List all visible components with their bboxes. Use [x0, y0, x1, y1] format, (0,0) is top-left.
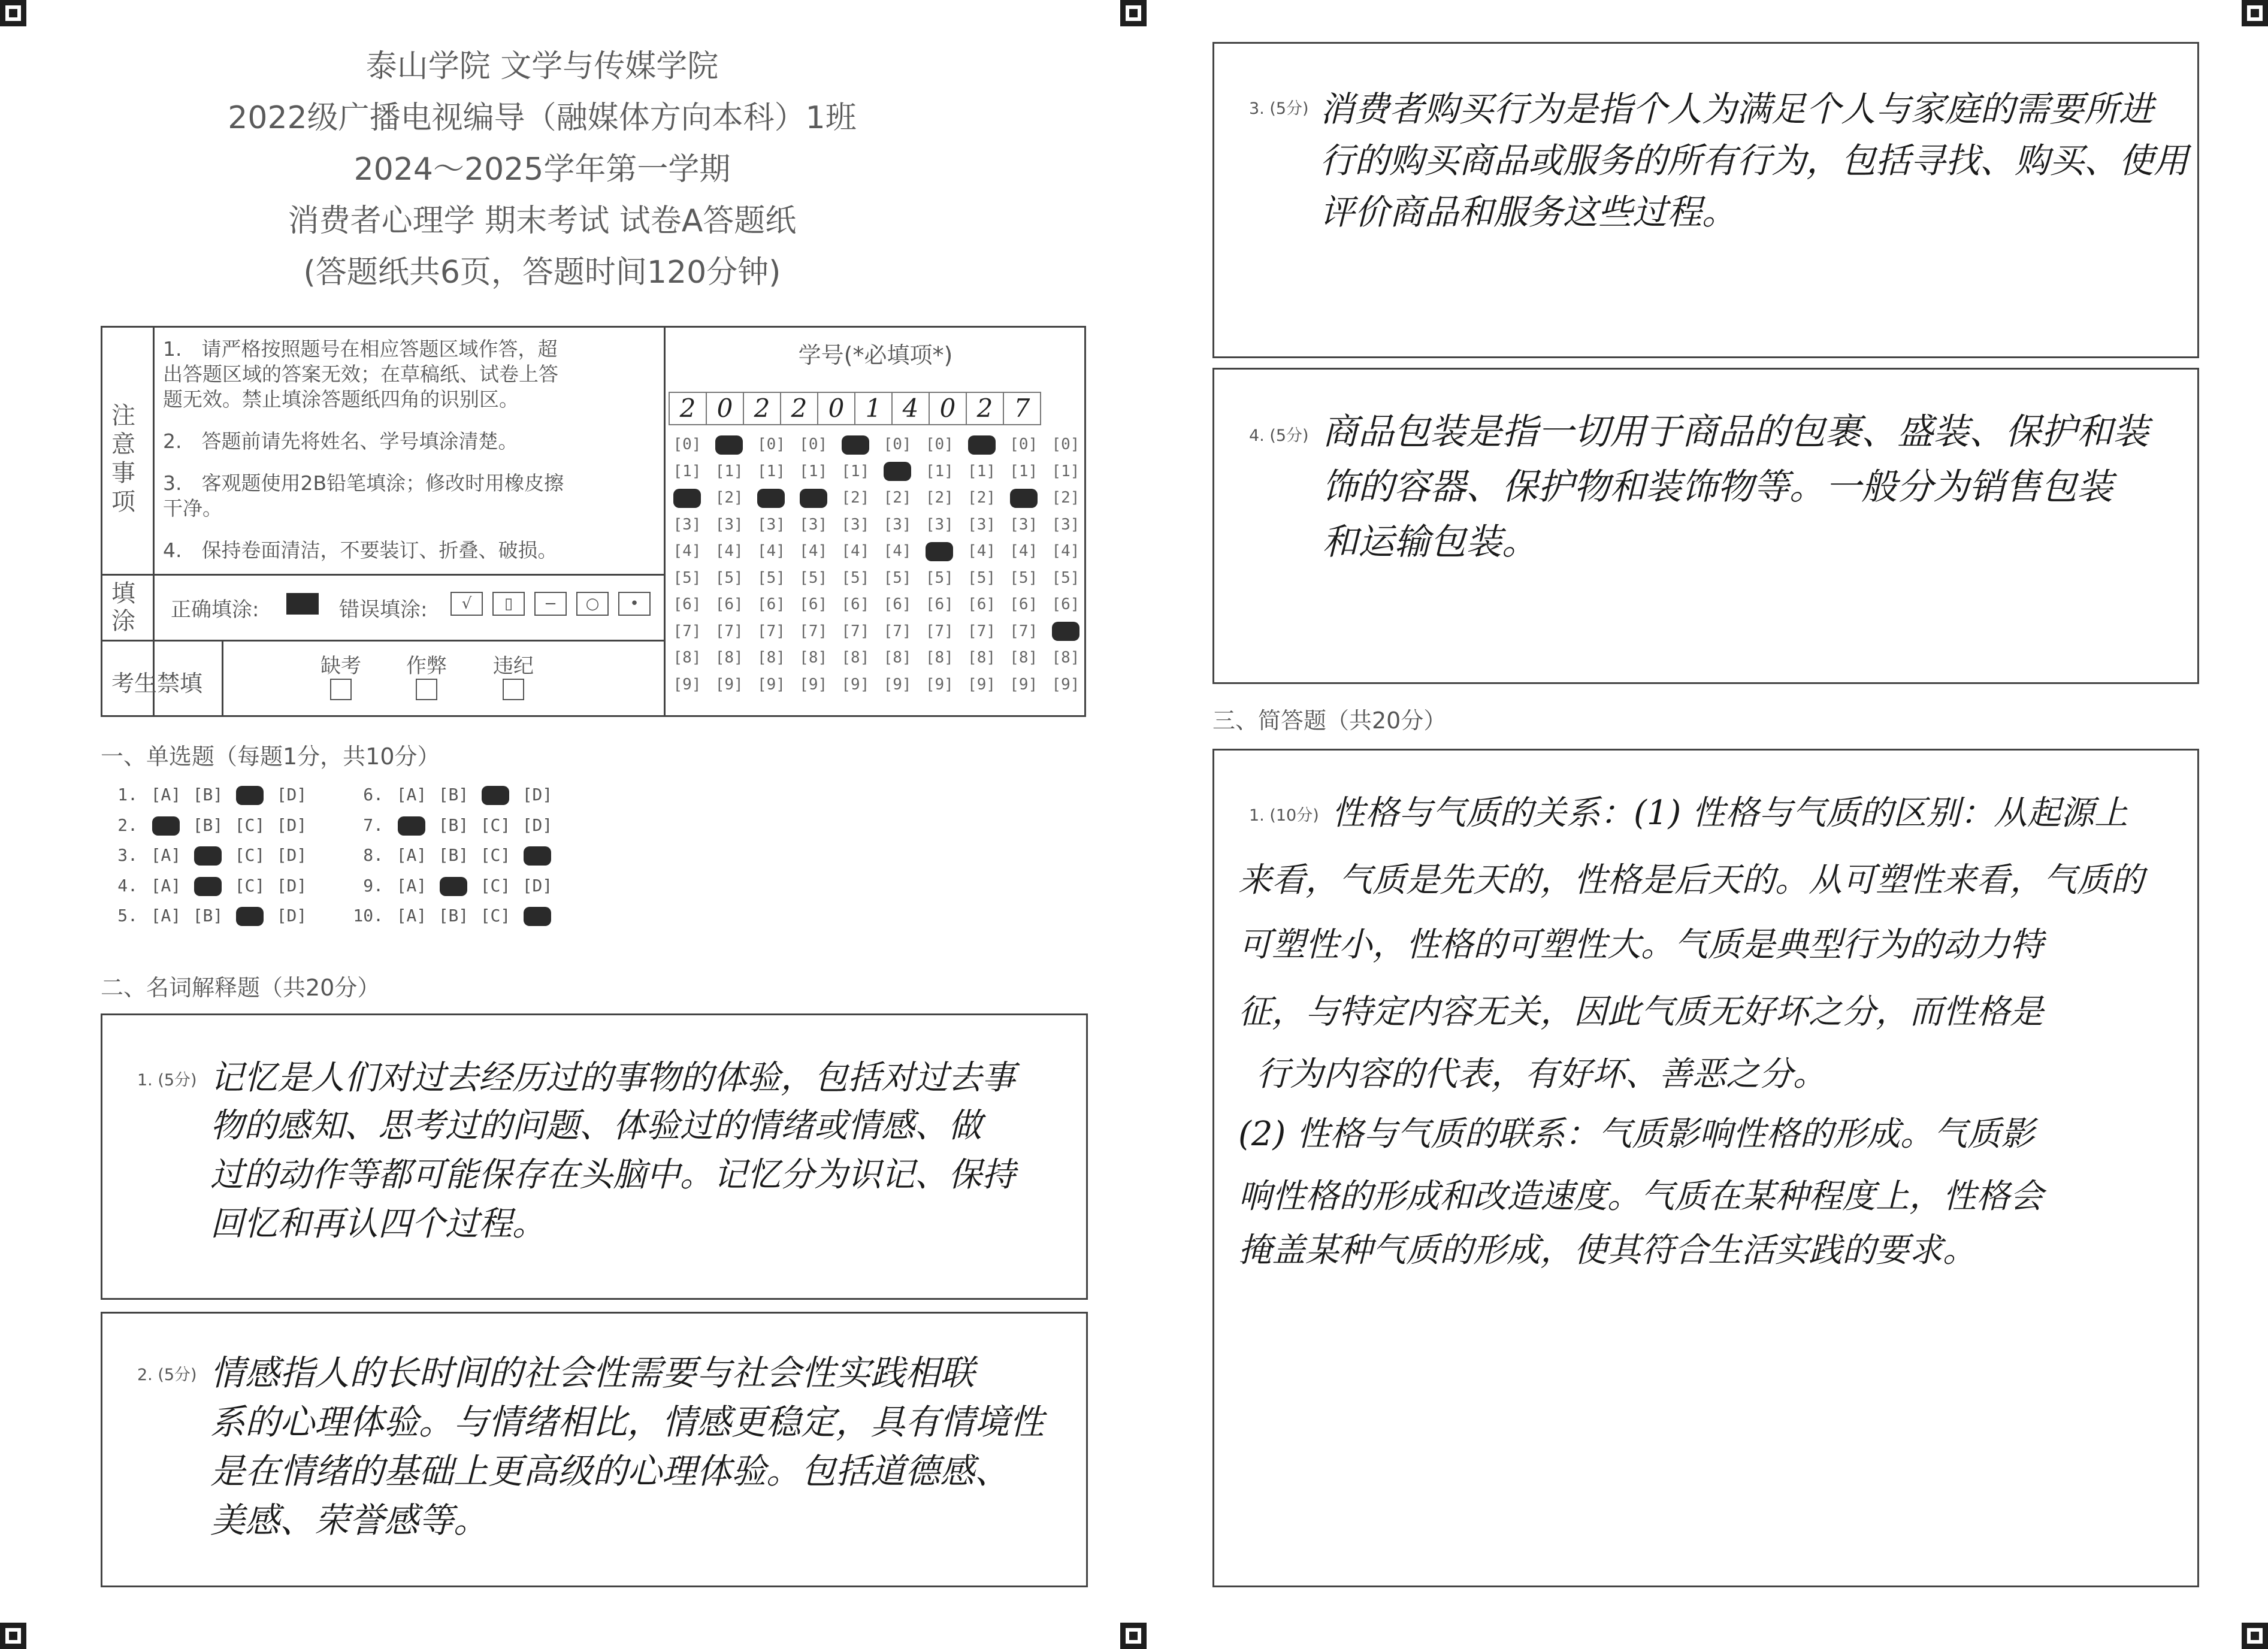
corner-marker-bottom-left	[0, 1623, 26, 1649]
handwritten-line: 商品包装是指一切用于商品的包裹、盛装、保护和装	[1322, 411, 2149, 453]
mc-question-number: 1.	[117, 785, 138, 804]
id-bubble-filled[interactable]	[1048, 621, 1083, 642]
mc-option[interactable]: [A]	[396, 785, 427, 804]
id-bubble[interactable]: [2]	[715, 489, 743, 507]
id-bubble[interactable]: [8]	[715, 649, 743, 667]
filled-mark	[440, 877, 467, 896]
header-exam-title: 消费者心理学 期末考试 试卷A答题纸	[288, 203, 797, 239]
mc-option[interactable]: [A]	[396, 875, 427, 895]
forbidden-option-cheat[interactable]	[406, 649, 447, 706]
filled-mark	[524, 846, 551, 866]
cheat-checkbox[interactable]	[416, 679, 437, 700]
id-bubble[interactable]: [7]	[799, 622, 828, 640]
id-bubble[interactable]: [1]	[673, 462, 701, 480]
notice-label: 注意事项	[111, 402, 135, 516]
header-term: 2024～2025学年第一学期	[353, 152, 731, 187]
id-bubble[interactable]: [7]	[883, 622, 912, 640]
id-bubble[interactable]: [5]	[715, 568, 743, 587]
mc-option-filled[interactable]	[391, 815, 433, 836]
notice-line: 干净。	[163, 497, 222, 520]
id-bubble[interactable]: [1]	[757, 462, 785, 480]
filled-mark	[842, 435, 869, 455]
id-bubble[interactable]: [5]	[967, 568, 996, 587]
mc-option[interactable]: [C]	[234, 815, 265, 835]
id-bubble-filled[interactable]	[796, 487, 831, 509]
handwritten-line: 过的动作等都可能保存在头脑中。记忆分为识记、保持	[210, 1155, 1015, 1194]
mc-question	[101, 785, 313, 805]
wrong-mark-check: √	[450, 592, 483, 616]
mc-option-filled[interactable]	[516, 845, 558, 866]
corner-marker-top-right	[2242, 0, 2268, 26]
mc-question	[346, 876, 558, 896]
id-bubble[interactable]: [0]	[757, 435, 785, 453]
filled-mark	[524, 907, 551, 926]
corner-marker-top-center	[1120, 0, 1147, 26]
answer-box-2-4[interactable]	[1212, 368, 2199, 684]
header-duration: (答题纸共6页，答题时间120分钟)	[303, 255, 781, 291]
section1-title: 一、单选题（每题1分，共10分）	[101, 743, 440, 770]
id-bubble[interactable]: [2]	[1051, 489, 1080, 507]
id-bubble[interactable]: [1]	[1051, 462, 1080, 480]
mc-option[interactable]: [C]	[234, 845, 265, 865]
id-bubble[interactable]: [3]	[925, 515, 954, 534]
mc-option-filled[interactable]	[145, 815, 187, 836]
id-bubble[interactable]: [4]	[841, 542, 870, 560]
id-digit: 2	[781, 393, 818, 424]
student-id-digits[interactable]	[669, 392, 1041, 425]
mc-option[interactable]: [D]	[522, 815, 553, 835]
fill-wrong-examples	[450, 592, 651, 616]
id-bubble[interactable]: [7]	[841, 622, 870, 640]
student-id-label: 学号(*必填项*)	[798, 342, 953, 368]
mc-option[interactable]: [A]	[150, 785, 182, 804]
id-bubble-row	[670, 514, 1083, 535]
handwritten-line: 来看，气质是先天的，性格是后天的。从可塑性来看，气质的	[1238, 861, 2144, 900]
id-bubble-filled[interactable]	[880, 461, 915, 482]
mc-option-filled[interactable]	[516, 906, 558, 926]
mc-question-number: 5.	[117, 906, 138, 925]
id-bubble-filled[interactable]	[922, 540, 957, 562]
id-bubble[interactable]: [6]	[673, 595, 701, 613]
id-bubble[interactable]: [5]	[883, 568, 912, 587]
fill-label: 填涂	[111, 580, 135, 635]
header-class: 2022级广播电视编导（融媒体方向本科）1班	[228, 100, 857, 136]
id-bubble[interactable]: [6]	[1009, 595, 1038, 613]
id-bubble[interactable]: [5]	[1009, 568, 1038, 587]
mc-question-number: 9.	[363, 875, 383, 895]
id-bubble[interactable]: [5]	[673, 568, 701, 587]
handwritten-line: 可塑性小，性格的可塑性大。气质是典型行为的动力特	[1238, 925, 2043, 964]
filled-mark	[194, 877, 222, 896]
wrong-mark-dash: −	[534, 592, 567, 616]
id-bubble-row	[670, 567, 1083, 589]
mc-question	[101, 815, 313, 836]
id-bubble[interactable]: [5]	[757, 568, 785, 587]
handwritten-line: 行为内容的代表，有好坏、善恶之分。	[1256, 1055, 1827, 1094]
absent-checkbox[interactable]	[330, 679, 352, 700]
mc-question-number: 7.	[363, 815, 383, 835]
handwritten-line: 掩盖某种气质的形成，使其符合生活实践的要求。	[1238, 1231, 1976, 1270]
handwritten-line: 征，与特定内容无关，因此气质无好坏之分，而性格是	[1238, 993, 2043, 1031]
id-bubble[interactable]: [6]	[757, 595, 785, 613]
id-bubble-filled[interactable]	[964, 434, 999, 455]
id-bubble[interactable]: [9]	[715, 675, 743, 694]
id-digit: 0	[818, 393, 855, 424]
notice-line: 出答题区域的答案无效；在草稿纸、试卷上答	[163, 362, 558, 386]
id-digit: 0	[707, 393, 744, 424]
mc-option[interactable]: [C]	[480, 875, 511, 895]
id-bubble-row	[670, 461, 1083, 482]
id-bubble[interactable]: [0]	[673, 435, 701, 453]
handwritten-line: 记忆是人们对过去经历过的事物的体验，包括对过去事	[210, 1058, 1015, 1097]
id-bubble[interactable]: [9]	[967, 675, 996, 694]
filled-mark	[1052, 622, 1079, 641]
handwritten-line: 评价商品和服务这些过程。	[1320, 192, 1737, 232]
id-bubble[interactable]: [7]	[925, 622, 954, 640]
id-bubble[interactable]: [2]	[925, 489, 954, 507]
filled-mark	[236, 786, 264, 805]
id-bubble-filled[interactable]	[670, 487, 704, 509]
id-bubble[interactable]: [3]	[757, 515, 785, 534]
mc-question	[101, 906, 313, 926]
id-bubble[interactable]: [6]	[925, 595, 954, 613]
handwritten-line: 是在情绪的基础上更高级的心理体验。包括道德感、	[210, 1451, 1010, 1491]
id-bubble[interactable]: [4]	[1051, 542, 1080, 560]
fill-wrong-label: 错误填涂:	[339, 598, 428, 622]
id-digit: 1	[855, 393, 893, 424]
filled-mark	[757, 489, 785, 508]
wrong-mark-circle: ○	[576, 592, 609, 616]
mc-option[interactable]: [A]	[150, 875, 182, 895]
mc-option[interactable]: [B]	[192, 815, 223, 835]
mc-option[interactable]: [D]	[276, 875, 307, 895]
question-label: 4. (5分)	[1249, 426, 1309, 445]
question-label: 3. (5分)	[1249, 99, 1309, 118]
id-bubble[interactable]: [9]	[841, 675, 870, 694]
id-bubble[interactable]: [1]	[715, 462, 743, 480]
id-bubble-row	[670, 647, 1083, 668]
answer-box-3-1[interactable]	[1212, 749, 2199, 1587]
notice-line: 4. 保持卷面清洁，不要装订、折叠、破损。	[163, 538, 558, 562]
id-bubble[interactable]: [9]	[1009, 675, 1038, 694]
filled-mark	[1010, 489, 1038, 508]
id-bubble[interactable]: [3]	[1051, 515, 1080, 534]
mc-question	[346, 815, 558, 836]
id-bubble[interactable]: [3]	[799, 515, 828, 534]
mc-question-number: 6.	[363, 785, 383, 804]
id-bubble[interactable]: [7]	[715, 622, 743, 640]
section2-title: 二、名词解释题（共20分）	[101, 975, 380, 1001]
id-bubble-row	[670, 674, 1083, 695]
id-bubble[interactable]: [4]	[757, 542, 785, 560]
id-bubble-row	[670, 540, 1083, 562]
handwritten-line: 饰的容器、保护物和装饰物等。一般分为销售包装	[1322, 466, 2113, 508]
filled-mark	[236, 907, 264, 926]
id-bubble[interactable]: [1]	[799, 462, 828, 480]
id-bubble[interactable]: [0]	[1051, 435, 1080, 453]
forbidden-option-violation[interactable]	[493, 649, 534, 706]
id-bubble[interactable]: [5]	[925, 568, 954, 587]
handwritten-line: 行的购买商品或服务的所有行为，包括寻找、购买、使用	[1320, 140, 2189, 181]
section3-title: 三、简答题（共20分）	[1212, 707, 1447, 734]
mc-question-number: 3.	[117, 845, 138, 865]
forbidden-label: 考生禁填	[111, 670, 203, 697]
filled-mark	[715, 435, 743, 455]
mc-option[interactable]: [D]	[276, 815, 307, 835]
mc-question	[346, 845, 558, 866]
notice-line: 2. 答题前请先将姓名、学号填涂清楚。	[163, 429, 518, 453]
violation-checkbox[interactable]	[503, 679, 524, 700]
id-bubble-row	[670, 487, 1083, 509]
mc-option[interactable]: [A]	[396, 845, 427, 865]
mc-option[interactable]: [C]	[234, 875, 265, 895]
id-bubble[interactable]: [7]	[757, 622, 785, 640]
id-bubble[interactable]: [5]	[841, 568, 870, 587]
id-bubble[interactable]: [9]	[757, 675, 785, 694]
forbidden-option-label: 缺考	[320, 654, 361, 678]
id-bubble[interactable]: [6]	[1051, 595, 1080, 613]
handwritten-line: 系的心理体验。与情绪相比，情感更稳定，具有情境性	[210, 1402, 1045, 1442]
id-bubble[interactable]: [4]	[673, 542, 701, 560]
filled-mark	[482, 786, 509, 805]
handwritten-line: 情感指人的长时间的社会性需要与社会性实践相联	[210, 1353, 975, 1393]
filled-mark	[673, 489, 701, 508]
id-bubble[interactable]: [0]	[925, 435, 954, 453]
id-bubble[interactable]: [8]	[925, 649, 954, 667]
id-bubble-filled[interactable]	[754, 487, 788, 509]
id-bubble-row	[670, 434, 1083, 455]
id-bubble[interactable]: [8]	[883, 649, 912, 667]
id-bubble-row	[670, 621, 1083, 642]
mc-option[interactable]: [A]	[150, 906, 182, 925]
id-bubble-filled[interactable]	[838, 434, 873, 455]
id-bubble[interactable]: [2]	[967, 489, 996, 507]
handwritten-line: 回忆和再认四个过程。	[210, 1205, 546, 1243]
header-school: 泰山学院 文学与传媒学院	[365, 49, 719, 84]
fill-correct-example	[286, 593, 319, 615]
id-digit: 2	[967, 393, 1004, 424]
id-bubble[interactable]: [4]	[883, 542, 912, 560]
corner-marker-bottom-center	[1120, 1623, 1147, 1649]
id-bubble[interactable]: [8]	[1009, 649, 1038, 667]
id-bubble[interactable]: [9]	[883, 675, 912, 694]
mc-option[interactable]: [A]	[150, 845, 182, 865]
id-bubble[interactable]: [3]	[967, 515, 996, 534]
mc-question-number: 8.	[363, 845, 383, 865]
id-bubble[interactable]: [7]	[967, 622, 996, 640]
filled-mark	[884, 462, 911, 481]
mc-question	[346, 785, 558, 805]
mc-option[interactable]: [B]	[438, 785, 469, 804]
handwritten-line: 和运输包装。	[1322, 521, 1538, 563]
mc-question	[101, 845, 313, 866]
mc-option[interactable]: [A]	[396, 906, 427, 925]
id-bubble[interactable]: [8]	[799, 649, 828, 667]
mc-question-number: 10.	[353, 906, 383, 925]
id-bubble[interactable]: [4]	[715, 542, 743, 560]
id-bubble[interactable]: [0]	[883, 435, 912, 453]
id-bubble[interactable]: [3]	[715, 515, 743, 534]
mc-option-filled[interactable]	[229, 785, 271, 805]
handwritten-line: 物的感知、思考过的问题、体验过的情绪或情感、做	[210, 1106, 982, 1145]
id-bubble[interactable]: [3]	[883, 515, 912, 534]
id-bubble[interactable]: [1]	[1009, 462, 1038, 480]
id-bubble[interactable]: [7]	[1009, 622, 1038, 640]
id-bubble-filled[interactable]	[712, 434, 746, 455]
handwritten-line: 性格与气质的关系：(1) 性格与气质的区别：从起源上	[1332, 794, 2128, 833]
id-bubble[interactable]: [3]	[841, 515, 870, 534]
id-bubble[interactable]: [8]	[841, 649, 870, 667]
mc-option[interactable]: [D]	[276, 785, 307, 804]
mc-option[interactable]: [D]	[522, 875, 553, 895]
id-digit: 4	[893, 393, 930, 424]
mc-option-filled[interactable]	[187, 876, 229, 896]
id-bubble[interactable]: [4]	[799, 542, 828, 560]
id-digit: 2	[744, 393, 781, 424]
mc-question	[346, 906, 558, 926]
id-bubble[interactable]: [5]	[1051, 568, 1080, 587]
id-digit: 2	[670, 393, 707, 424]
mc-option[interactable]: [C]	[480, 845, 511, 865]
id-bubble[interactable]: [2]	[883, 489, 912, 507]
id-bubble[interactable]: [3]	[1009, 515, 1038, 534]
id-bubble[interactable]: [1]	[841, 462, 870, 480]
answer-box-2-1[interactable]	[101, 1013, 1088, 1300]
answer-box-2-3[interactable]	[1212, 42, 2199, 358]
mc-option[interactable]: [B]	[192, 785, 223, 804]
id-bubble[interactable]: [6]	[799, 595, 828, 613]
notice-line: 题无效。禁止填涂答题纸四角的识别区。	[163, 388, 519, 411]
id-bubble[interactable]: [9]	[925, 675, 954, 694]
handwritten-line: 响性格的形成和改造速度。气质在某种程度上，性格会	[1238, 1177, 2043, 1216]
wrong-mark-half: ▯	[492, 592, 525, 616]
notice-line: 3. 客观题使用2B铅笔填涂；修改时用橡皮擦	[163, 471, 564, 495]
corner-marker-bottom-right	[2242, 1623, 2268, 1649]
id-bubble-row	[670, 594, 1083, 615]
id-bubble[interactable]: [6]	[883, 595, 912, 613]
id-bubble[interactable]: [9]	[799, 675, 828, 694]
id-bubble[interactable]: [8]	[757, 649, 785, 667]
mc-question-number: 4.	[117, 875, 138, 895]
notice-line: 1. 请严格按照题号在相应答题区域作答，超	[163, 337, 558, 361]
mc-option[interactable]: [B]	[192, 906, 223, 925]
id-bubble[interactable]: [8]	[1051, 649, 1080, 667]
fill-correct-label: 正确填涂:	[171, 598, 259, 622]
question-label: 1. (5分)	[137, 1071, 197, 1090]
mc-option[interactable]: [B]	[438, 815, 469, 835]
id-bubble[interactable]: [9]	[1051, 675, 1080, 694]
forbidden-option-label: 违纪	[493, 654, 534, 678]
mc-option[interactable]: [D]	[276, 845, 307, 865]
id-bubble[interactable]: [8]	[967, 649, 996, 667]
mc-option[interactable]: [C]	[480, 815, 511, 835]
forbidden-option-label: 作弊	[406, 654, 447, 678]
id-bubble[interactable]: [6]	[841, 595, 870, 613]
mc-option-filled[interactable]	[229, 906, 271, 926]
filled-mark	[194, 846, 222, 866]
mc-option[interactable]: [C]	[480, 906, 511, 925]
filled-mark	[398, 816, 425, 836]
id-bubble[interactable]: [6]	[715, 595, 743, 613]
question-label: 1. (10分)	[1249, 806, 1319, 825]
id-bubble[interactable]: [3]	[673, 515, 701, 534]
mc-option[interactable]: [B]	[438, 845, 469, 865]
id-bubble[interactable]: [2]	[841, 489, 870, 507]
wrong-mark-dot: •	[618, 592, 651, 616]
filled-mark	[800, 489, 827, 508]
id-bubble[interactable]: [6]	[967, 595, 996, 613]
id-bubble[interactable]: [7]	[673, 622, 701, 640]
mc-question	[101, 876, 313, 896]
id-bubble[interactable]: [4]	[1009, 542, 1038, 560]
id-bubble[interactable]: [9]	[673, 675, 701, 694]
id-bubble[interactable]: [0]	[799, 435, 828, 453]
id-bubble[interactable]: [5]	[799, 568, 828, 587]
mc-option-filled[interactable]	[433, 876, 474, 896]
corner-marker-top-left	[0, 0, 26, 26]
id-bubble[interactable]: [0]	[1009, 435, 1038, 453]
id-bubble[interactable]: [1]	[925, 462, 954, 480]
mc-option[interactable]: [D]	[276, 906, 307, 925]
id-bubble[interactable]: [8]	[673, 649, 701, 667]
id-digit: 7	[1004, 393, 1041, 424]
mc-option[interactable]: [D]	[522, 785, 553, 804]
answer-box-2-2[interactable]	[101, 1312, 1088, 1587]
forbidden-option-absent[interactable]	[320, 649, 361, 706]
handwritten-line: 美感、荣誉感等。	[210, 1500, 489, 1541]
handwritten-line: (2) 性格与气质的联系：气质影响性格的形成。气质影	[1238, 1115, 2035, 1154]
mc-option[interactable]: [B]	[438, 906, 469, 925]
mc-option-filled[interactable]	[187, 845, 229, 866]
id-bubble[interactable]: [1]	[967, 462, 996, 480]
mc-question-number: 2.	[117, 815, 138, 835]
filled-mark	[926, 542, 953, 561]
question-label: 2. (5分)	[137, 1366, 197, 1384]
handwritten-line: 消费者购买行为是指个人为满足个人与家庭的需要所进	[1320, 89, 2154, 129]
filled-mark	[152, 816, 180, 836]
id-digit: 0	[930, 393, 967, 424]
filled-mark	[968, 435, 996, 455]
mc-option-filled[interactable]	[474, 785, 516, 805]
id-bubble-filled[interactable]	[1006, 487, 1041, 509]
id-bubble[interactable]: [4]	[967, 542, 996, 560]
